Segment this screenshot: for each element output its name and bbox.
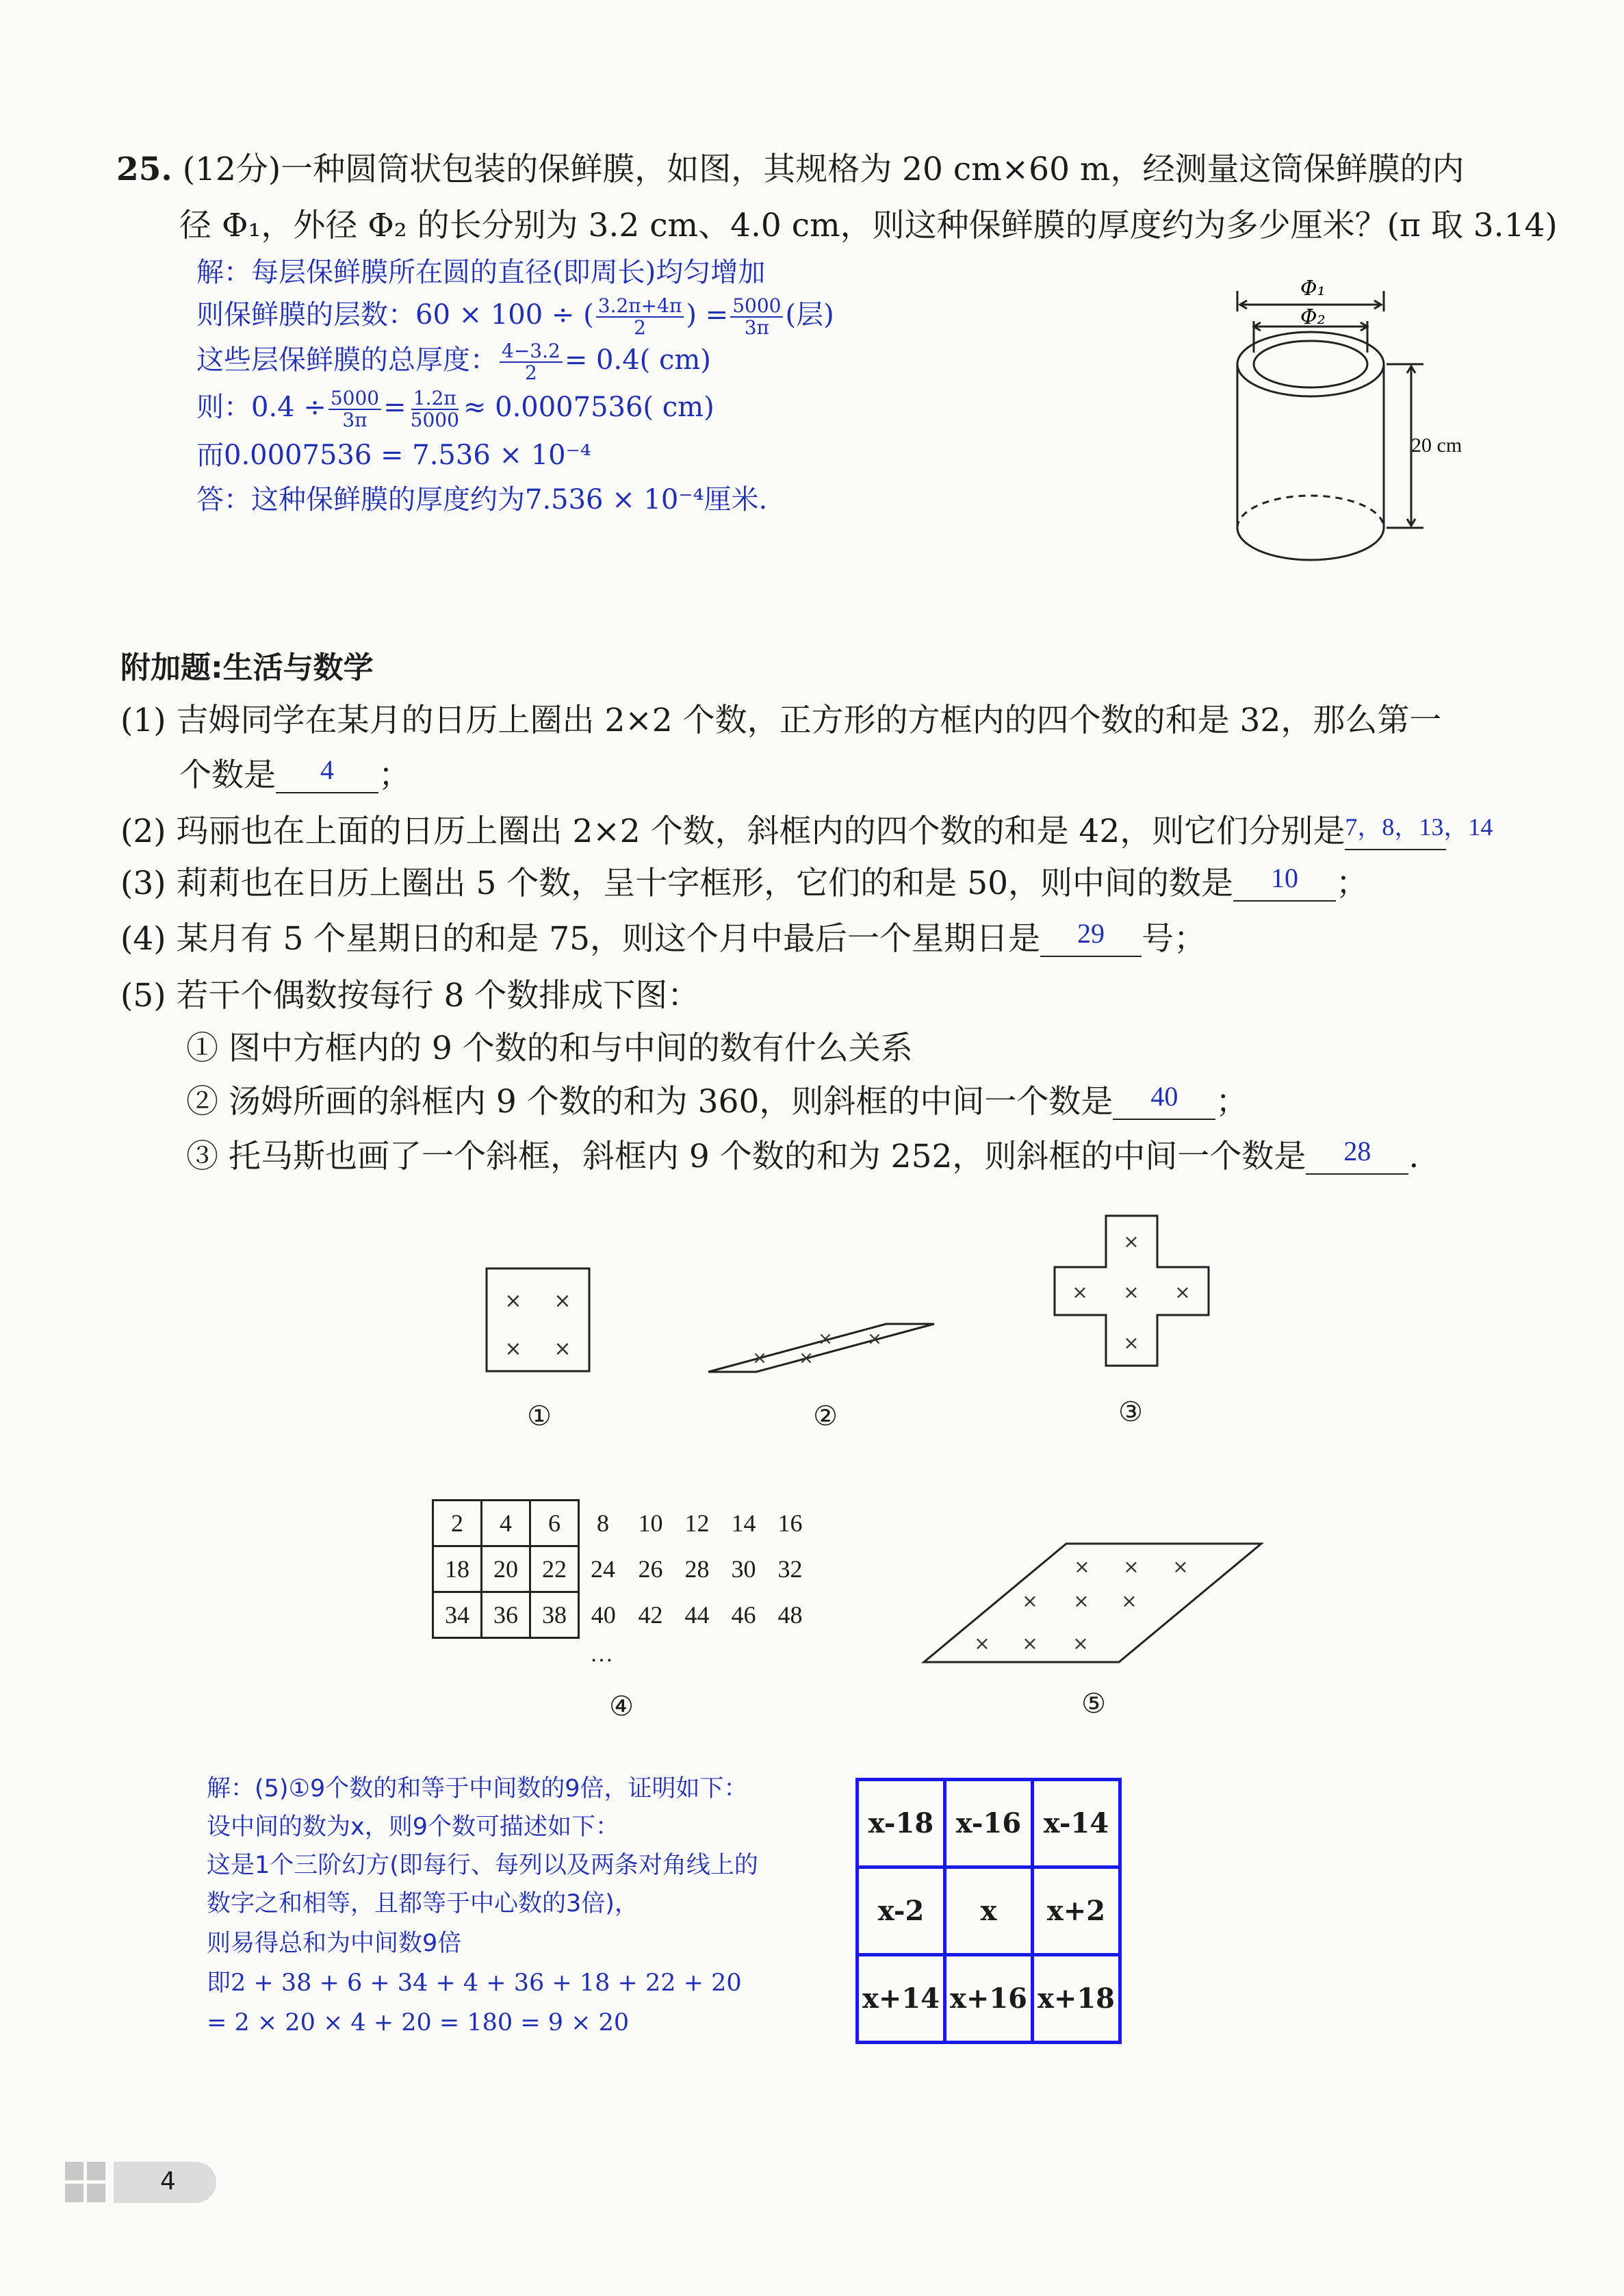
figure-large-slanted (920, 1540, 1266, 1667)
answer-blank-2: 7，8，13，14 (1345, 817, 1446, 850)
mark: × (1022, 1632, 1038, 1655)
grid-row: 18 20 22 24 26 28 30 32 (433, 1546, 814, 1592)
mark: × (554, 1289, 571, 1313)
caption-5: ⑤ (1081, 1688, 1106, 1720)
question-25 (116, 149, 1464, 190)
grid-icon (65, 2162, 106, 2203)
caption-4: ④ (609, 1691, 634, 1722)
mark: × (1123, 1281, 1139, 1303)
bonus-title: 附加题:生活与数学 (120, 650, 374, 685)
mark: × (1172, 1555, 1189, 1578)
grid-row: 34 36 38 40 42 44 46 48 (433, 1592, 814, 1638)
solution-line-4: 则：0.4 ÷ $\frac{5000}{3\pi}$ = $\frac{1.2\pi}{5000}$ ≈ 0.0007536( cm) (196, 387, 714, 431)
grid-ellipsis: … (590, 1642, 613, 1667)
mark: × (1072, 1632, 1089, 1655)
solution-line-6: 答：这种保鲜膜的厚度约为7.536 × 10⁻⁴厘米. (196, 484, 768, 515)
bonus-p5-2: ② 汤姆所画的斜框内 9 个数的和为 360，则斜框的中间一个数是 40 ； (186, 1081, 1248, 1121)
mark: × (554, 1337, 571, 1361)
question-text-line1: (12分)一种圆筒状包装的保鲜膜，如图，其规格为 20 cm×60 m，经测量这筒保鲜膜的内 (182, 151, 1465, 188)
mark: × (974, 1632, 990, 1655)
phi2-label: Φ₂ (1300, 305, 1326, 329)
mark: × (504, 1337, 522, 1361)
bonus-p5-3: ③ 托马斯也画了一个斜框，斜框内 9 个数的和为 252，则斜框的中间一个数是 28 . (186, 1136, 1419, 1175)
answer-blank-6: 28 (1306, 1142, 1408, 1175)
page-number-tab (114, 2162, 216, 2203)
solution-line-2: 则保鲜膜的层数：60 × 100 ÷ ( $\frac{3.2\pi+4\pi}{2}$ ) = $\frac{5000}{3\pi}$ (层) (196, 294, 834, 339)
solution5-line-3: 这是1个三阶幻方(即每行、每列以及两条对角线上的 (207, 1852, 758, 1879)
caption-1: ① (527, 1401, 552, 1432)
answer-blank-1: 4 (276, 761, 378, 793)
answer-blank-4: 29 (1040, 924, 1142, 957)
mark: × (1073, 1590, 1090, 1612)
height-label: 20 cm (1411, 434, 1462, 457)
figure-square (485, 1266, 594, 1376)
answer-blank-5: 40 (1113, 1087, 1215, 1120)
solution5-line-4: 数字之和相等，且都等于中心数的3倍)， (207, 1890, 639, 1917)
mark: × (1123, 1331, 1139, 1354)
mark: × (799, 1348, 814, 1368)
solution-line-3: 这些层保鲜膜的总厚度： $\frac{4-3.2}{2}$ = 0.4( cm) (196, 340, 711, 384)
solution5-line-7: = 2 × 20 × 4 + 20 = 180 = 9 × 20 (207, 2009, 630, 2037)
solution5-line-1: 解：(5)①9个数的和等于中间数的9倍，证明如下： (207, 1775, 748, 1802)
magic-square (855, 1778, 1122, 2044)
solution-line-5: 而0.0007536 = 7.536 × 10⁻⁴ (196, 439, 591, 471)
caption-3: ③ (1118, 1396, 1143, 1428)
bonus-p2: (2) 玛丽也在上面的日历上圈出 2×2 个数，斜框内的四个数的和是 42，则它们分别是$^{7,8,13,14}$ (120, 813, 1493, 850)
mark: × (867, 1329, 882, 1349)
mark: × (1072, 1281, 1088, 1303)
solution5-line-5: 则易得总和为中间数9倍 (207, 1930, 462, 1957)
solution5-line-6: 即2 + 38 + 6 + 34 + 4 + 36 + 18 + 22 + 20 (207, 1969, 742, 1997)
bonus-p1-line1: (1) 吉姆同学在某月的日历上圈出 2×2 个数，正方形的方框内的四个数的和是 32，那么第一 (120, 702, 1442, 739)
figure-slanted (705, 1316, 938, 1377)
mark: × (752, 1348, 767, 1368)
magic-row: x+14 x+16 x+18 (858, 1955, 1120, 2043)
question-text-line2: 径 Φ₁，外径 Φ₂ 的长分别为 3.2 cm、4.0 cm，则这种保鲜膜的厚度约为多少厘米？(π 取 3.14) (179, 207, 1558, 244)
bonus-p5: (5) 若干个偶数按每行 8 个数排成下图： (120, 977, 700, 1015)
mark: × (1074, 1555, 1090, 1578)
cylinder-figure (1225, 270, 1499, 585)
bonus-p1-line2: 个数是 4 ； (179, 754, 411, 794)
mark: × (1174, 1281, 1191, 1303)
mark: × (818, 1329, 833, 1349)
mark: × (1022, 1590, 1038, 1612)
mark: × (1121, 1590, 1137, 1612)
magic-row: x-2 x x+2 (858, 1867, 1120, 1955)
bonus-p3: (3) 莉莉也在日历上圈出 5 个数，呈十字框形，它们的和是 50，则中间的数是 10 ； (120, 863, 1369, 902)
number-grid (432, 1499, 814, 1639)
grid-row: 2 4 6 8 10 12 14 16 (433, 1501, 814, 1546)
answer-blank-3: 10 (1233, 869, 1336, 902)
caption-2: ② (813, 1401, 838, 1432)
magic-row: x-18 x-16 x-14 (858, 1780, 1120, 1867)
solution5-line-2: 设中间的数为x，则9个数可描述如下： (207, 1813, 619, 1841)
phi1-label: Φ₁ (1300, 277, 1326, 301)
figure-cross (1051, 1214, 1215, 1371)
bonus-p4: (4) 某月有 5 个星期日的和是 75，则这个月中最后一个星期日是 29 号； (120, 918, 1207, 958)
mark: × (504, 1289, 522, 1313)
page-number: 4 (160, 2167, 176, 2195)
bonus-p5-1: ① 图中方框内的 9 个数的和与中间的数有什么关系 (186, 1030, 913, 1067)
solution-line-1: 解：每层保鲜膜所在圆的直径(即周长)均匀增加 (196, 257, 766, 288)
mark: × (1123, 1555, 1139, 1578)
question-number: 25. (116, 151, 172, 188)
mark: × (1123, 1230, 1139, 1253)
